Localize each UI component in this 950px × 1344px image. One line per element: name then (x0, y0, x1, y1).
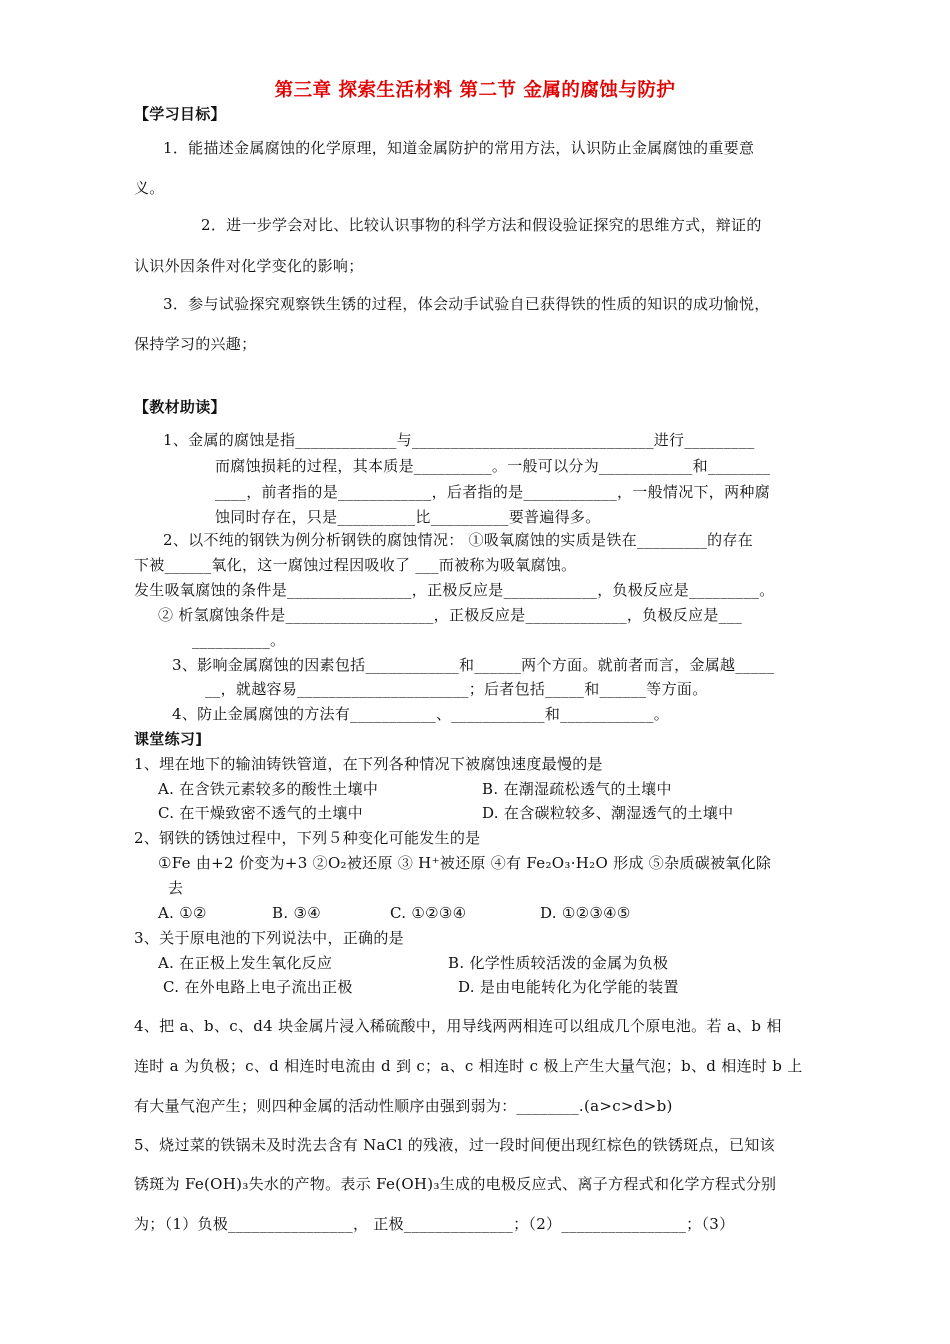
reading-line: ② 析氢腐蚀条件是___________________，正极反应是_____________，负极反应是___ (158, 606, 743, 624)
question-3: 3、关于原电池的下列说法中，正确的是 (134, 929, 404, 947)
question-4: 4、把 a、b、c、d4 块金属片浸入稀硫酸中，用导线两两相连可以组成几个原电池。若 a、b 相 (134, 1017, 782, 1035)
page-title: 第三章 探索生活材料 第二节 金属的腐蚀与防护 (274, 80, 676, 101)
option-a: A. ①② (158, 904, 207, 922)
option-c: C. ①②③④ (390, 904, 467, 922)
reading-line: 1、金属的腐蚀是指_____________与_______________________________进行_________ (163, 431, 755, 449)
question-5-cont: 锈斑为 Fe(OH)₃失水的产物。表示 Fe(OH)₃生成的电极反应式、离子方程式和化学方程式分别 (134, 1175, 777, 1193)
question-4-cont: 连时 a 为负极；c、d 相连时电流由 d 到 c；a、c 相连时 c 极上产生大量气泡；b、d 相连时 b 上 (134, 1057, 803, 1075)
option-b: B. 在潮湿疏松透气的土壤中 (482, 780, 672, 798)
reading-line: 发生吸氧腐蚀的条件是________________，正极反应是____________，负极反应是_________。 (134, 581, 775, 599)
option-b: B. ③④ (272, 904, 321, 922)
question-5-cont: 为；（1）负极________________， 正极______________；（2）________________；（3） (134, 1215, 735, 1233)
option-d: D. 是由电能转化为化学能的装置 (458, 978, 679, 996)
question-2-changes: ①Fe 由+2 价变为+3 ②O₂被还原 ③ H⁺被还原 ④有 Fe₂O₃·H₂O 形成 ⑤杂质碳被氧化除 (158, 854, 772, 872)
reading-heading: 【教材助读】 (134, 398, 226, 416)
question-4-cont: 有大量气泡产生；则四种金属的活动性顺序由强到弱为：________.(a>c>d>b) (134, 1097, 673, 1115)
option-d: D. ①②③④⑤ (540, 904, 631, 922)
option-c: C. 在外电路上电子流出正极 (163, 978, 353, 996)
reading-line: __，就越容易______________________；后者包括_____和______等方面。 (205, 680, 708, 698)
option-b: B. 化学性质较活泼的金属为负极 (448, 954, 669, 972)
question-2-changes-cont: 去 (168, 879, 184, 897)
reading-line: 下被______氧化，这一腐蚀过程因吸收了 ___而被称为吸氧腐蚀。 (134, 556, 577, 574)
option-a: A. 在正极上发生氧化反应 (158, 954, 333, 972)
objective-line: 3．参与试验探究观察铁生锈的过程，体会动手试验自已获得铁的性质的知识的成功愉悦， (163, 295, 770, 313)
objective-line: 保持学习的兴趣； (134, 335, 257, 353)
question-5: 5、烧过菜的铁锅未及时洗去含有 NaCl 的残液，过一段时间便出现红棕色的铁锈斑点，已知该 (134, 1136, 775, 1154)
objective-line: 认识外因条件对化学变化的影响； (134, 257, 364, 275)
reading-line: 而腐蚀损耗的过程，其本质是__________。一般可以分为____________和________ (215, 457, 771, 475)
question-1: 1、埋在地下的输油铸铁管道，在下列各种情况下被腐蚀速度最慢的是 (134, 755, 603, 773)
reading-line: 4、防止金属腐蚀的方法有___________、____________和____________。 (172, 705, 670, 723)
reading-line: __________。 (192, 631, 286, 649)
objective-line: 义。 (134, 179, 165, 197)
objective-line: 1．能描述金属腐蚀的化学原理，知道金属防护的常用方法，认识防止金属腐蚀的重要意 (163, 139, 755, 157)
reading-line: 2、以不纯的钢铁为例分析钢铁的腐蚀情况： ①吸氧腐蚀的实质是铁在_________的存在 (163, 531, 754, 549)
question-2: 2、钢铁的锈蚀过程中，下列５种变化可能发生的是 (134, 829, 481, 847)
option-c: C. 在干燥致密不透气的土壤中 (158, 804, 363, 822)
option-a: A. 在含铁元素较多的酸性土壤中 (158, 780, 379, 798)
reading-line: 3、影响金属腐蚀的因素包括____________和______两个方面。就前者而言，金属越_____ (172, 656, 775, 674)
reading-line: 蚀同时存在，只是__________比__________要普遍得多。 (215, 508, 601, 526)
objectives-heading: 【学习目标】 (134, 105, 226, 123)
practice-heading: 课堂练习] (134, 730, 203, 748)
option-d: D. 在含碳粒较多、潮湿透气的土壤中 (482, 804, 734, 822)
reading-line: ____，前者指的是____________，后者指的是____________，一般情况下，两种腐 (215, 483, 771, 501)
objective-line: 2．进一步学会对比、比较认识事物的科学方法和假设验证探究的思维方式，辩证的 (201, 216, 762, 234)
